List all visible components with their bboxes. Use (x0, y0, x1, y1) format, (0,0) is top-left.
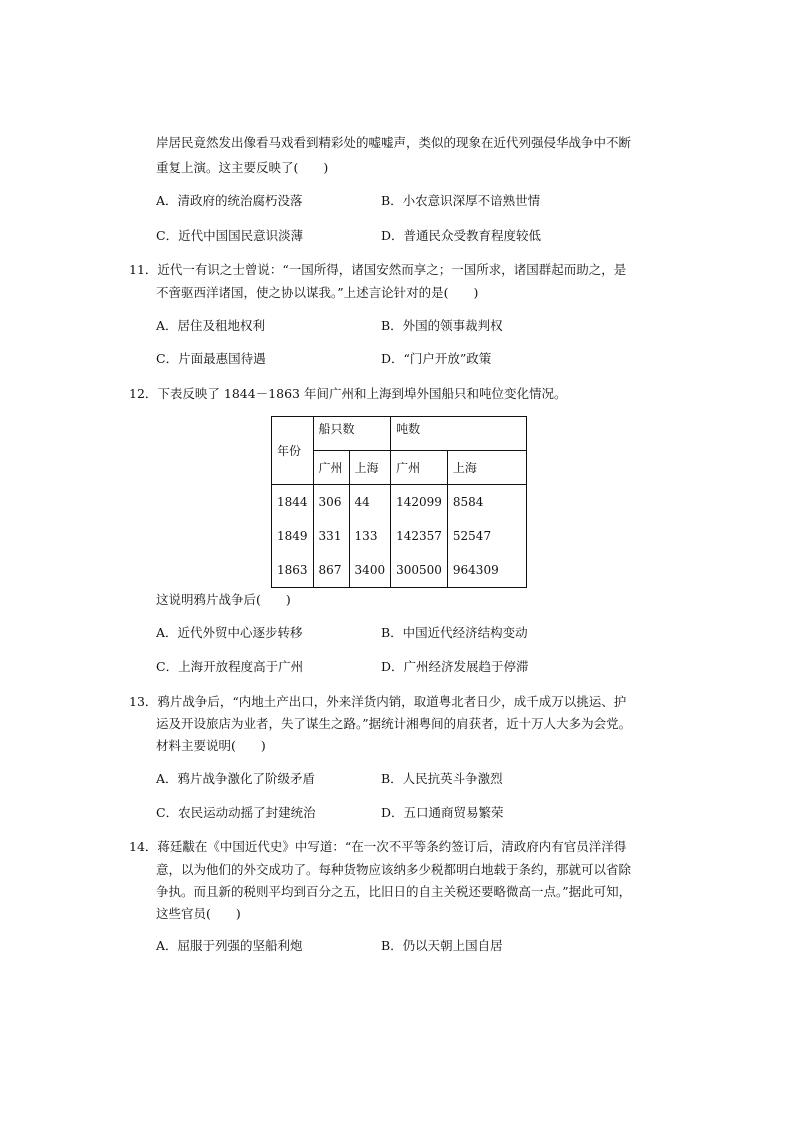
q14-stem-line-4: 这些官员( ) (156, 906, 241, 921)
q11-option-d: D．“门户开放”政策 (381, 351, 492, 366)
table-cell: 142099 (396, 495, 442, 509)
q12-stem-after: 这说明鸦片战争后( ) (156, 592, 291, 607)
table-cell: 300500 (396, 563, 442, 577)
table-col-tons-shanghai (447, 485, 526, 588)
q12-stem-line-1: 12．下表反映了 1844－1863 年间广州和上海到埠外国船只和吨位变化情况。 (129, 386, 567, 401)
q14-stem-line-3: 争执。而且新的税则平均到百分之五，比旧日的自主关税还要略微高一点。”据此可知， (156, 884, 632, 899)
q14-option-a: A．屈服于列强的坚船利炮 (156, 938, 303, 953)
table-col-tons-guangzhou (391, 485, 448, 588)
q13-option-c: C．农民运动动摇了封建统治 (156, 805, 316, 820)
q11-stem-line-2: 不啻驱西洋诸国，使之协以谋我。”上述言论针对的是( ) (156, 285, 479, 300)
table-cell-year: 1844 (277, 495, 308, 509)
q10-option-d: D．普通民众受教育程度较低 (381, 228, 542, 243)
q10-option-a: A．清政府的统治腐朽没落 (156, 193, 303, 208)
q14-option-b: B．仍以天朝上国自居 (381, 938, 503, 953)
table-cell: 133 (354, 529, 378, 543)
q10-stem-line-1: 岸居民竟然发出像看马戏看到精彩处的嘘嘘声，类似的现象在近代列强侵华战争中不断 (156, 135, 632, 150)
q12-option-b: B．中国近代经济结构变动 (381, 625, 528, 640)
q12-option-c: C．上海开放程度高于广州 (156, 659, 304, 674)
q13-option-a: A．鸦片战争激化了阶级矛盾 (156, 771, 316, 786)
q12-option-a: A．近代外贸中心逐步转移 (156, 625, 303, 640)
table-cell: 52547 (452, 529, 492, 543)
table-cell: 8584 (452, 495, 484, 509)
q11-stem-line-1: 11．近代一有识之士曾说：“一国所得，诸国安然而享之；一国所求，诸国群起而助之，是 (129, 262, 627, 277)
table-cell: 3400 (354, 563, 386, 577)
table-subheader-ships-guangzhou: 广州 (313, 451, 349, 485)
q10-option-b: B．小农意识深厚不谙熟世情 (381, 193, 541, 208)
table-col-ships-shanghai (349, 485, 391, 588)
table-cell: 867 (318, 563, 342, 577)
ship-tonnage-table (271, 416, 527, 588)
table-col-ships-guangzhou (313, 485, 349, 588)
table-subheader-ships-shanghai: 上海 (349, 451, 391, 485)
table-header-year: 年份 (272, 417, 314, 485)
table-subheader-tons-guangzhou: 广州 (391, 451, 448, 485)
table-header-tons: 吨数 (391, 417, 527, 451)
q13-option-d: D．五口通商贸易繁荣 (381, 805, 504, 820)
table-cell: 306 (318, 495, 342, 509)
q13-option-b: B．人民抗英斗争激烈 (381, 771, 503, 786)
q11-option-c: C．片面最惠国待遇 (156, 351, 266, 366)
q14-stem-line-1: 14．蒋廷黻在《中国近代史》中写道：“在一次不平等条约签订后，清政府内有官员洋洋得 (129, 839, 627, 854)
q13-stem-line-2: 运及开设旅店为业者，失了谋生之路。”据统计湘粤间的肩获者，近十万人大多为会党。 (156, 716, 632, 731)
q10-option-c: C．近代中国国民意识淡薄 (156, 228, 304, 243)
q11-option-a: A．居住及租地权利 (156, 318, 266, 333)
table-cell-year: 1849 (277, 529, 308, 543)
q13-stem-line-1: 13．鸦片战争后，“内地土产出口，外来洋货内销，取道粤北者日少，成千成万以挑运、护 (129, 694, 627, 709)
table-header-ships: 船只数 (313, 417, 391, 451)
table-cell: 331 (318, 529, 342, 543)
q12-option-d: D．广州经济发展趋于停滞 (381, 659, 529, 674)
table-cell: 964309 (452, 563, 499, 577)
table-cell: 44 (354, 495, 370, 509)
q13-stem-line-3: 材料主要说明( ) (156, 738, 266, 753)
table-cell-year: 1863 (277, 563, 308, 577)
table-subheader-tons-shanghai: 上海 (447, 451, 526, 485)
q11-option-b: B．外国的领事裁判权 (381, 318, 503, 333)
table-cell: 142357 (396, 529, 442, 543)
table-col-years (272, 485, 314, 588)
q10-stem-line-2: 重复上演。这主要反映了( ) (156, 160, 329, 175)
q14-stem-line-2: 意，以为他们的外交成功了。每种货物应该纳多少税都明白地载于条约，那就可以省除 (156, 862, 632, 877)
